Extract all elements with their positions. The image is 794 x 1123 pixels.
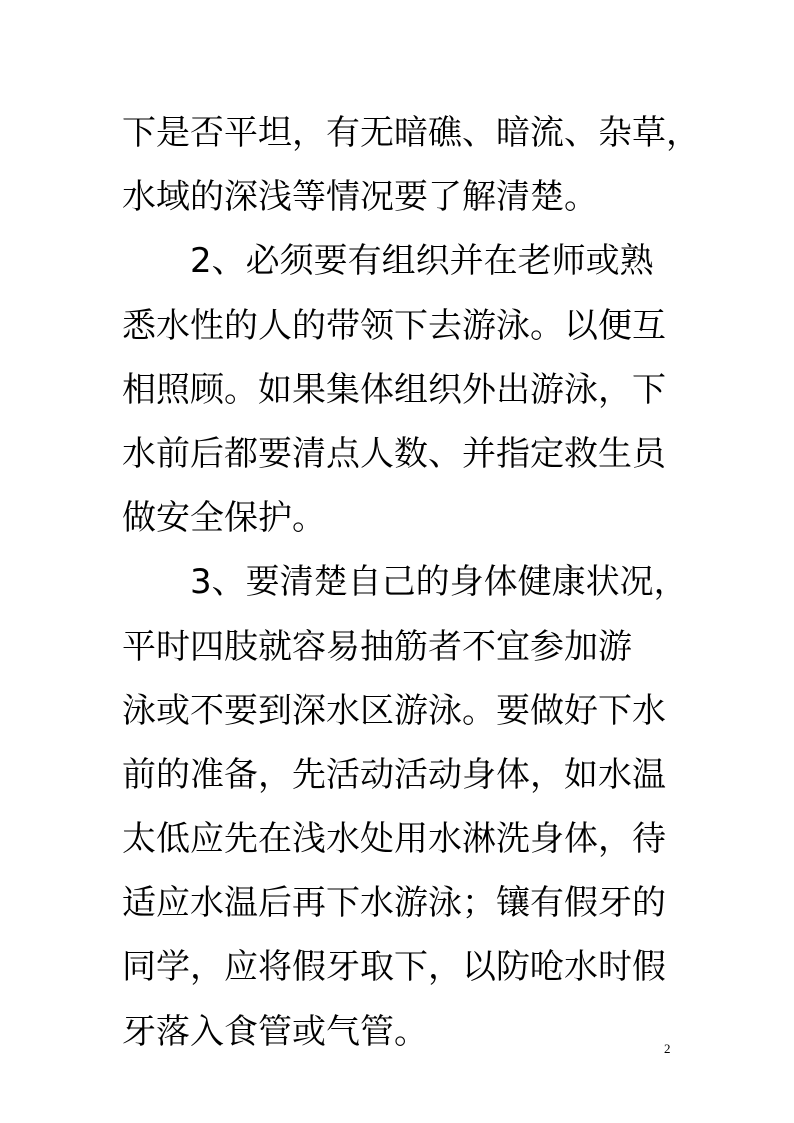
text-line: 做安全保护。 xyxy=(122,498,326,539)
text-line: 相照顾。如果集体组织外出游泳，下 xyxy=(122,369,666,410)
text-line: 下是否平坦，有无暗礁、暗流、杂草， xyxy=(122,113,700,153)
text-line: 平时四肢就容易抽筋者不宜参加游 xyxy=(122,626,632,667)
text-line: 泳或不要到深水区游泳。要做好下水 xyxy=(122,690,666,731)
text-line: 适应水温后再下水游泳；镶有假牙的 xyxy=(122,883,666,924)
paragraph-start-line: 2、必须要有组织并在老师或熟 xyxy=(190,241,654,282)
paragraph-start-line: 3、要清楚自己的身体健康状况， xyxy=(190,562,688,603)
text-line: 同学，应将假牙取下，以防呛水时假 xyxy=(122,947,666,988)
body-text xyxy=(122,101,700,1064)
text-line: 太低应先在浅水处用水淋洗身体，待 xyxy=(122,819,666,860)
page-number: 2 xyxy=(664,1041,671,1056)
text-line: 牙落入食管或气管。 xyxy=(122,1011,428,1052)
text-line: 悉水性的人的带领下去游泳。以便互 xyxy=(122,305,666,346)
text-line: 前的准备，先活动活动身体，如水温 xyxy=(122,754,666,795)
text-line: 水前后都要清点人数、并指定救生员 xyxy=(122,433,666,474)
text-line: 水域的深浅等情况要了解清楚。 xyxy=(122,177,598,218)
